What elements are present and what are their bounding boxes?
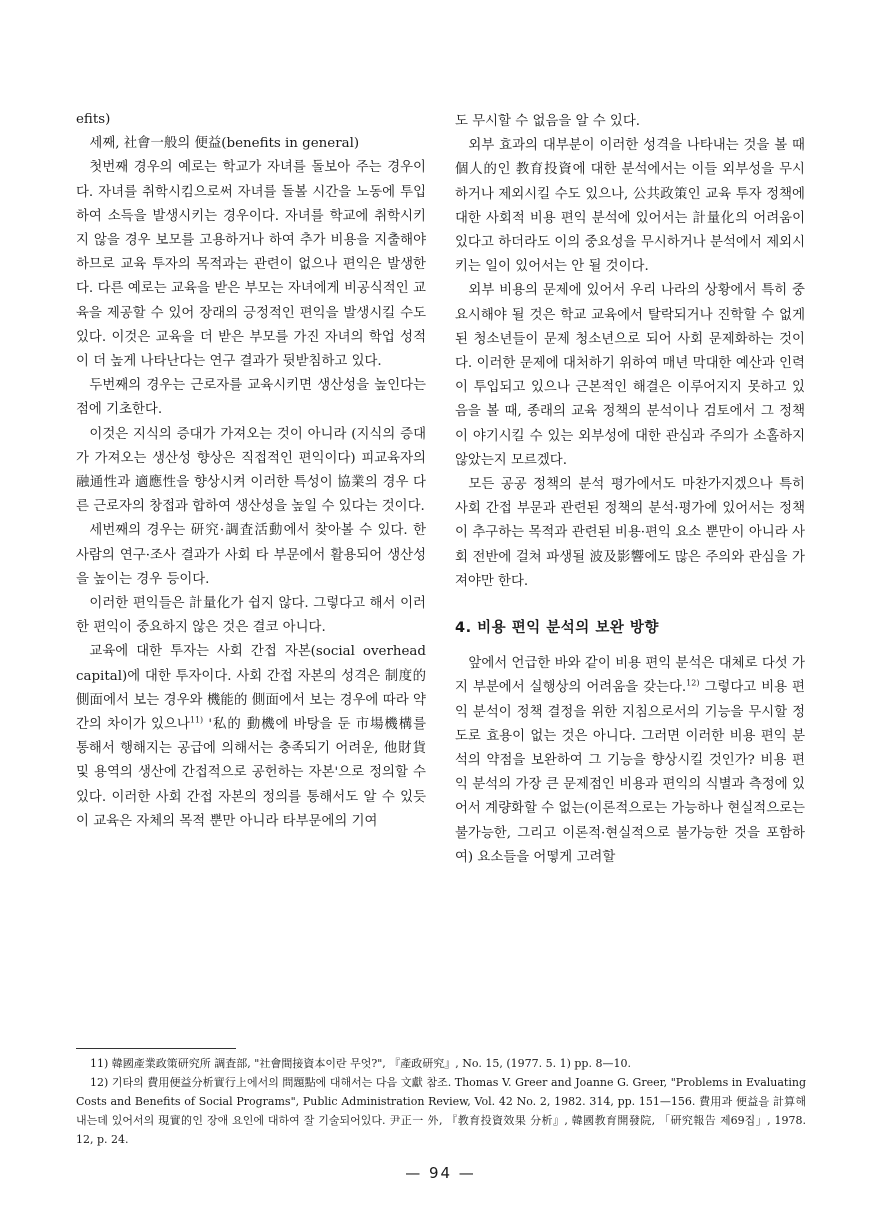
paragraph: 모든 공공 정책의 분석 평가에서도 마찬가지겠으나 특히 사회 간접 부문과 관련된 정책의 분석·평가에 있어서는 정책이 추구하는 목적과 관련된 비용·편익 요소 뿐만이 아니라 사회 전반에 걸쳐 파생될 波及影響에도 많은 주의와 관심을 가져야만 한다. (455, 477, 805, 589)
paragraph: 첫번째 경우의 예로는 학교가 자녀를 돌보아 주는 경우이다. 자녀를 취학시킴으로써 자녀를 돌볼 시간을 노동에 투입하여 소득을 발생시키는 경우이다. 자녀를 학교에 취학시키지 않을 경우 보모를 고용하거나 하여 추가 비용을 지출해야 하므로 교육 투자의 목적과는 관련이 없으나 편익은 발생한다. 다른 예로는 교육을 받은 부모는 자녀에게 비공식적인 교육을 제공할 수 있어 장래의 긍정적인 편익을 발생시킬 수도 있다. 이것은 교육을 더 받은 부모를 가진 자녀의 학업 성적이 더 높게 나타난다는 연구 결과가 뒷받침하고 있다. (76, 160, 426, 370)
paragraph: 세째, 社會一般의 便益(benefits in general) (89, 136, 360, 152)
footnote-ref: 12) (686, 679, 700, 688)
footnote-ref: 11) (189, 715, 204, 725)
paragraph: 도 무시할 수 없음을 알 수 있다. (455, 114, 641, 129)
paragraph: 세번째의 경우는 研究·調査活動에서 찾아볼 수 있다. 한 사람의 연구·조사 결과가 사회 타 부문에서 활용되어 생산성을 높이는 경우 등이다. (76, 523, 427, 587)
paragraph: 교육에 대한 투자는 사회 간접 자본(social overhead capital)에 대한 투자이다. 사회 간접 자본의 성격은 制度的 側面에서 보는 경우와 機能的 側面에서 보는 경우에 따라 약간의 차이가 있으나$^{11)}$ '私的 動機에 바탕을 둔 市場機構를 통해서 행해지는 공급에 의해서는 충족되기 어려운, 他財貨 및 용역의 생산에 간접적으로 공헌하는 자본'으로 정의할 수 있다. 이러한 사회 간접 자본의 정의를 통해서도 알 수 있듯이 교육은 자체의 목적 뿐만 아니라 타부문에의 기여 (76, 644, 426, 829)
paragraph: 앞에서 언급한 바와 같이 비용 편익 분석은 대체로 다섯 가지 부분에서 실행상의 어려움을 갖는다.$^{12)}$ 그렇다고 비용 편익 분석이 정책 결정을 위한 지침으로서의 기능을 무시할 정도로 효용이 없는 것은 아니다. 그러면 이러한 비용 편익 분석의 약점을 보완하여 그 기능을 향상시킬 것인가? 비용 편익 분석의 가장 큰 문제점인 비용과 편익의 식별과 측정에 있어서 계량화할 수 없는(이론적으로는 가능하나 현실적으로는 불가능한, 그리고 이론적·현실적으로 불가능한 것을 포함하여) 요소들을 어떻게 고려할 (455, 656, 805, 865)
paragraph: 이러한 편익들은 計量化가 쉽지 않다. 그렇다고 해서 이러한 편익이 중요하지 않은 것은 결코 아니다. (76, 596, 426, 636)
left-column (76, 108, 426, 834)
right-column (455, 110, 805, 870)
footnote-divider (76, 1048, 236, 1049)
footnote-11: 11) 韓國產業政策研究所 調査部, "社會間接資本이란 무엇?", 『產政研究』, No. 15, (1977. 5. 1) pp. 8—10. (90, 1057, 631, 1070)
paragraph: 두번째의 경우는 근로자를 교육시키면 생산성을 높인다는 점에 기초한다. (76, 378, 426, 418)
section-heading: 4. 비용 편익 분석의 보완 방향 (455, 620, 659, 637)
page-number: — 94 — (405, 1164, 476, 1182)
footnotes (76, 1054, 806, 1149)
paragraph: 이것은 지식의 증대가 가져오는 것이 아니라 (지식의 증대가 가져오는 생산성 향상은 직접적인 편익이다) 피교육자의 融通性과 適應性을 향상시켜 이러한 특성이 協業의 경우 다른 근로자의 창접과 합하여 생산성을 높일 수 있다는 것이다. (76, 426, 426, 515)
paragraph: 외부 효과의 대부분이 이러한 성격을 나타내는 것을 볼 때 個人的인 教育投資에 대한 분석에서는 이들 외부성을 무시하거나 제외시킬 수도 있으나, 公共政策인 교육 투자 정책에 대한 사회적 비용 편익 분석에 있어서는 計量化의 어려움이 있다고 하더라도 이의 중요성을 무시하거나 분석에서 제외시키는 일이 있어서는 안 될 것이다. (455, 138, 805, 275)
paragraph: efits) (76, 112, 111, 127)
paragraph: 외부 비용의 문제에 있어서 우리 나라의 상황에서 특히 중요시해야 될 것은 학교 교육에서 탈락되거나 진학할 수 없게 된 청소년들이 문제 청소년으로 되어 사회 문제화하는 것이다. 이러한 문제에 대처하기 위하여 매년 막대한 예산과 인력이 투입되고 있으나 근본적인 해결은 이루어지지 못하고 있음을 볼 때, 종래의 교육 정책의 분석이나 검토에서 그 정책이 야기시킬 수 있는 외부성에 대한 관심과 주의가 소홀하지 않았는지 모르겠다. (455, 283, 805, 468)
footnote-12: 12) 기타의 費用便益分析實行上에서의 問題點에 대해서는 다음 文獻 참조. Thomas V. Greer and Joanne G. Greer, "Problems in Evaluating Costs and Benefits of Social Programs", Public Administration Review, Vol. 42 No. 2, 1982. 314, pp. 151—156. 費用과 便益을 計算해내는데 있어서의 現實的인 장애 요인에 대하여 잘 기술되어있다. 尹正一 外, 『教育投資效果 分析』, 韓國教育開發院, 「研究報告 제69집」, 1978. 12, p. 24. (76, 1076, 806, 1146)
